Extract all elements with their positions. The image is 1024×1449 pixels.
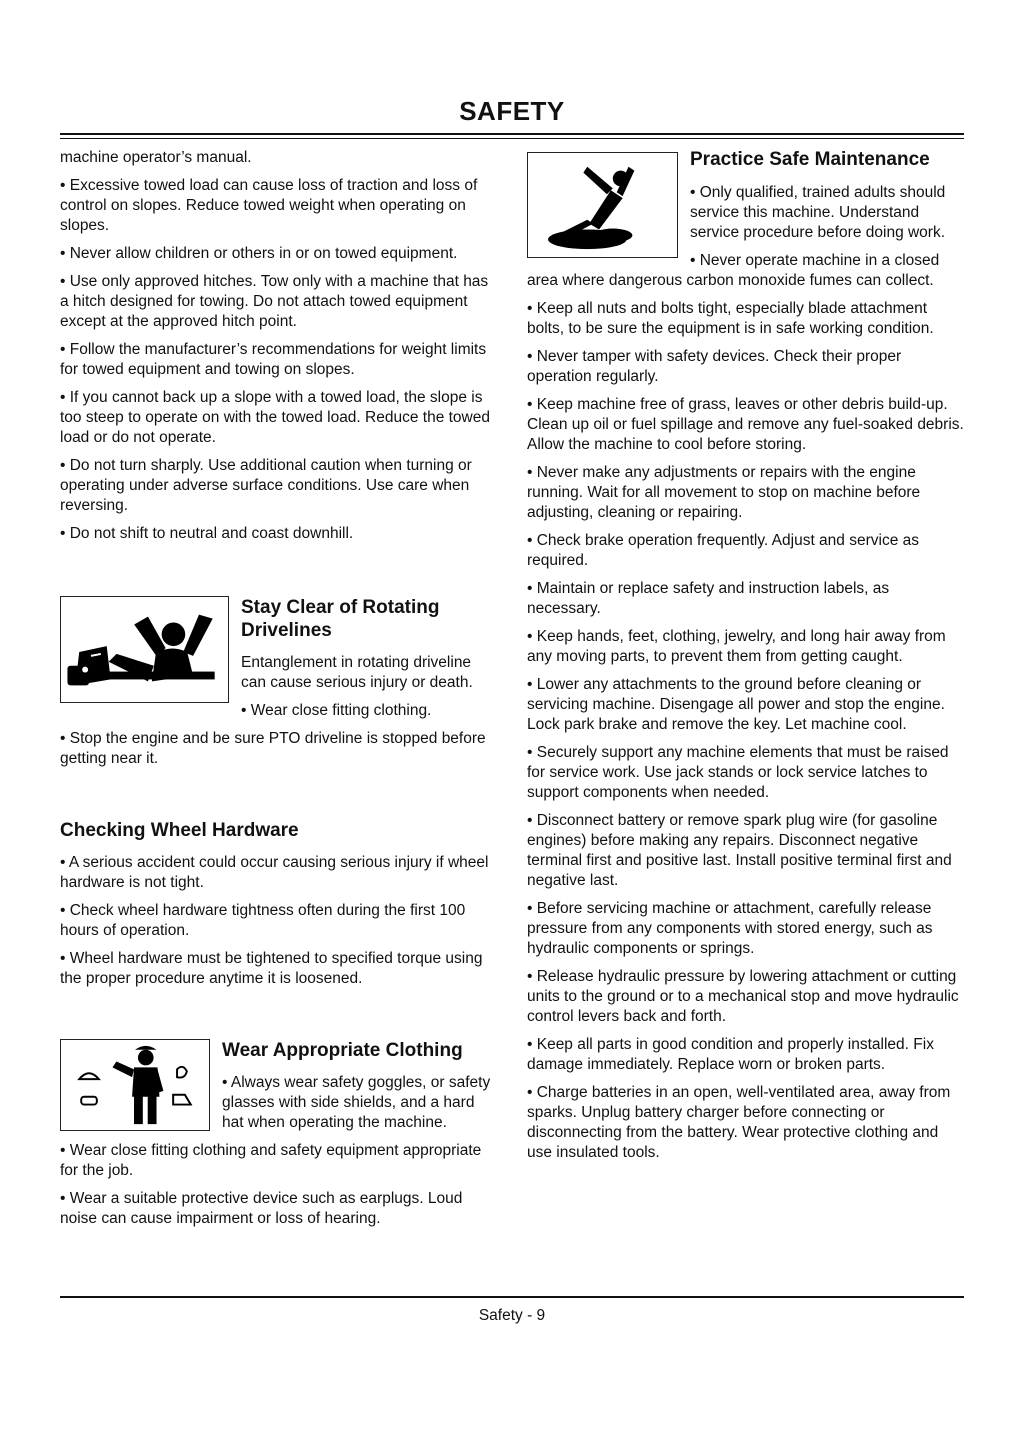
footer-rule (60, 1296, 964, 1298)
right-column (527, 148, 967, 1171)
bullet-item: • Always wear safety goggles, or safety glasses with side shields, and a hard hat when operating the machine. (222, 1074, 491, 1131)
section-heading: Checking Wheel Hardware (60, 820, 299, 841)
bullet-item: • Never make any adjustments or repairs with the engine running. Wait for all movement to stop on machine before adjusting, cleaning or repairing. (527, 464, 921, 521)
bullet-item: • Check wheel hardware tightness often during the first 100 hours of operation. (60, 902, 466, 939)
bullet-item: • Disconnect battery or remove spark plug wire (for gasoline engines) before making any repairs. Disconnect negative terminal first and positive last. Install positive terminal first and negative last. (527, 812, 952, 889)
bullet-item: • Check brake operation frequently. Adjust and service as required. (527, 532, 919, 569)
bullet-item: • Do not turn sharply. Use additional caution when turning or operating under adverse surface conditions. Use care when reversing. (60, 457, 472, 514)
bullet-item: • A serious accident could occur causing serious injury if wheel hardware is not tight. (60, 854, 489, 891)
bullet-item: • Keep all nuts and bolts tight, especially blade attachment bolts, to be sure the equipment is in safe working condition. (527, 300, 934, 337)
bullet-item: • Keep all parts in good condition and properly installed. Fix damage immediately. Replace worn or broken parts. (527, 1036, 934, 1073)
bullet-item: • Never allow children or others in or on towed equipment. (60, 245, 458, 262)
bullet-item: • Follow the manufacturer’s recommendations for weight limits for towed equipment and towing on slopes. (60, 341, 487, 378)
bullet-item: • Wheel hardware must be tightened to specified torque using the proper procedure anytime it is loosened. (60, 950, 483, 987)
bullet-item: • Only qualified, trained adults should service this machine. Understand service procedure before doing work. (690, 184, 946, 241)
slip-hazard-icon (527, 152, 678, 258)
page-title: SAFETY (459, 96, 565, 126)
bullet-item: • Wear a suitable protective device such as earplugs. Loud noise can cause impairment or loss of hearing. (60, 1190, 463, 1227)
bullet-item: • If you cannot back up a slope with a towed load, the slope is too steep to operate on with the towed load. Reduce the towed load or do not operate. (60, 389, 490, 446)
bullet-item: • Securely support any machine elements that must be raised for service work. Use jack stands or lock service latches to support components when needed. (527, 744, 949, 801)
bullet-item: • Keep hands, feet, clothing, jewelry, and long hair away from any moving parts, to prevent them from getting caught. (527, 628, 946, 665)
clothing-section (60, 1039, 500, 1141)
page-number: Safety - 9 (478, 1307, 546, 1324)
driveline-entanglement-icon (60, 596, 229, 703)
paragraph: Entanglement in rotating driveline can cause serious injury or death. (241, 654, 473, 691)
section-heading: Wear Appropriate Clothing (222, 1040, 463, 1061)
bullet-item: • Lower any attachments to the ground before cleaning or servicing machine. Disengage all power and stop the engine. Lock park brake and remove the key. Let machine cool. (527, 676, 945, 733)
paragraph: machine operator’s manual. (60, 149, 252, 166)
bullet-item: • Never operate machine in a closed area where dangerous carbon monoxide fumes can collect. (527, 252, 940, 289)
driveline-section (60, 596, 500, 729)
bullet-item: • Release hydraulic pressure by lowering attachment or cutting units to the ground or to a mechanical stop and move hydraulic control levers back and forth. (527, 968, 959, 1025)
bullet-item: • Wear close fitting clothing. (241, 702, 432, 719)
bullet-item: • Do not shift to neutral and coast downhill. (60, 525, 354, 542)
section-heading: Stay Clear of Rotating Drivelines (241, 597, 440, 641)
bullet-item: • Maintain or replace safety and instruction labels, as necessary. (527, 580, 890, 617)
bullet-item: • Use only approved hitches. Tow only with a machine that has a hitch designed for towing. Do not attach towed equipment except at the approved hitch point. (60, 273, 489, 330)
bullet-item: • Stop the engine and be sure PTO driveline is stopped before getting near it. (60, 730, 486, 767)
bullet-item: • Wear close fitting clothing and safety equipment appropriate for the job. (60, 1142, 482, 1179)
header-rule (60, 133, 964, 135)
section-heading: Practice Safe Maintenance (690, 149, 930, 170)
bullet-item: • Excessive towed load can cause loss of traction and loss of control on slopes. Reduce towed weight when operating on slopes. (60, 177, 478, 234)
bullet-item: • Before servicing machine or attachment, carefully release pressure from any components with stored energy, such as hydraulic components or springs. (527, 900, 933, 957)
bullet-item: • Keep machine free of grass, leaves or other debris build-up. Clean up oil or fuel spillage and remove any fuel-soaked debris. Allow the machine to cool before storing. (527, 396, 964, 453)
bullet-item: • Never tamper with safety devices. Check their proper operation regularly. (527, 348, 902, 385)
header-rule-thin (60, 138, 964, 139)
left-column (60, 148, 500, 1237)
bullet-item: • Charge batteries in an open, well-ventilated area, away from sparks. Unplug battery charger before connecting or disconnecting from the battery. Wear protective clothing and use insulated tools. (527, 1084, 951, 1161)
protective-clothing-icon (60, 1039, 210, 1131)
